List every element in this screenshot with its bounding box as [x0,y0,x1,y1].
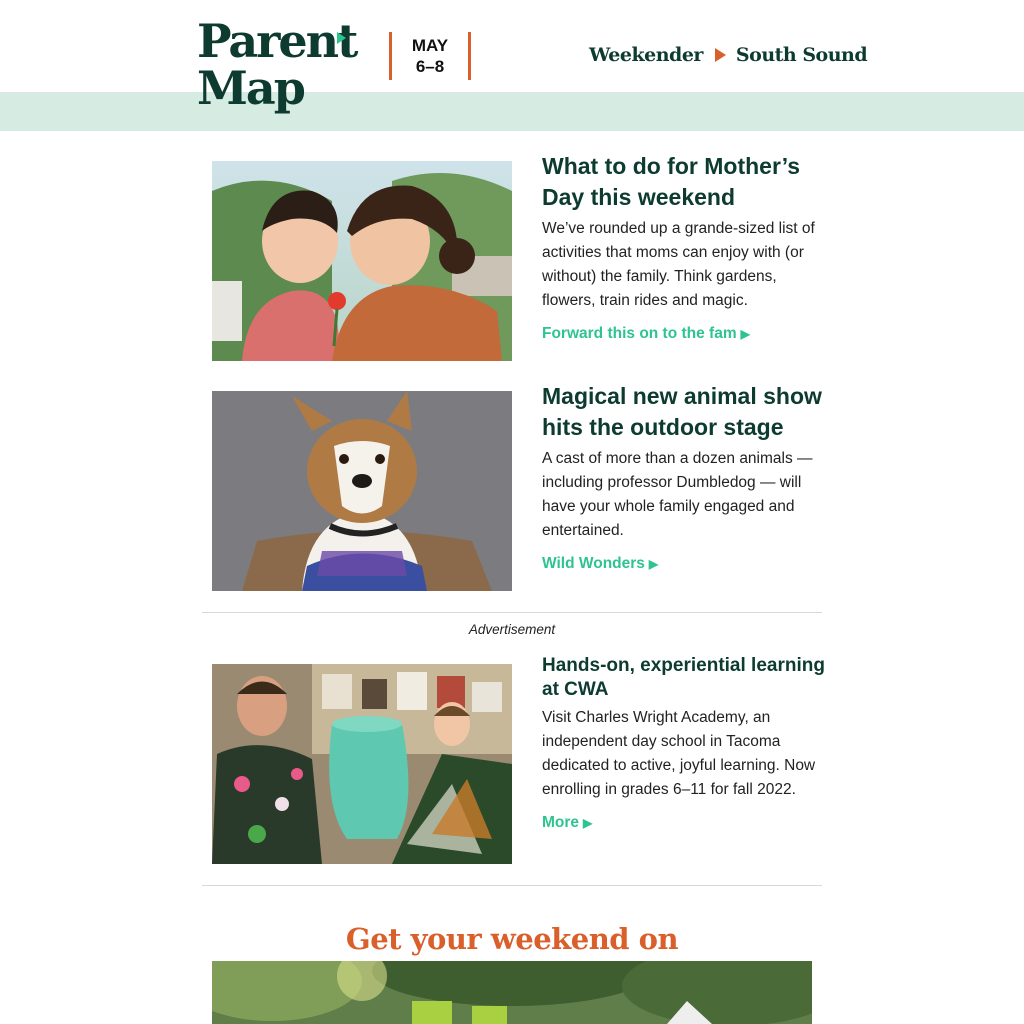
article-title[interactable]: What to do for Mother’s Day this weekend [542,153,801,210]
advertisement-cwa [212,655,825,864]
triangle-right-icon: ▶ [583,816,593,830]
header-band [0,92,1024,131]
parentmap-logo[interactable] [197,14,357,115]
link-label: Forward this on to the fam [542,325,737,342]
article-image-dog[interactable] [212,391,512,591]
ad-link-more[interactable] [542,814,592,832]
article-link-wild-wonders[interactable] [542,555,658,573]
date-month: MAY [411,36,449,55]
logo-arrow-icon [337,32,346,44]
logo-line-2: Map [197,61,304,115]
photo-outdoor-icon [212,961,812,1024]
article-text [542,381,827,573]
triangle-right-icon: ▶ [648,557,659,571]
edition-breadcrumb [589,44,867,66]
photo-dog-icon [212,391,512,591]
divider [202,885,822,886]
link-label: More [542,814,580,831]
date-days: 6–8 [415,57,445,76]
divider [202,612,822,613]
article-mothers-day [212,153,824,361]
section-hero-image[interactable] [212,961,812,1024]
article-link-forward[interactable] [542,325,750,343]
article-body: A cast of more than a dozen animals — including professor Dumbledog — will have your whole family engaged and entertained. [542,450,813,539]
ad-text [542,654,827,832]
link-label: Wild Wonders [542,555,645,572]
edition-primary: Weekender [589,44,703,66]
triangle-right-icon: ▶ [740,327,750,341]
article-title[interactable]: Magical new animal show hits the outdoor stage [542,383,822,440]
triangle-right-icon [715,48,726,62]
photo-classroom-icon [212,664,512,864]
logo-line-1: Parent [197,14,357,68]
ad-body: Visit Charles Wright Academy, an independent day school in Tacoma dedicated to active, joyful learning. Now enrolling in grades 6–11 for fall 2022. [542,709,816,798]
section-title: Get your weekend on [345,922,679,957]
article-animal-show [212,383,824,591]
article-image-mother-child[interactable] [212,161,512,361]
article-text [542,151,827,343]
email-header [0,0,1024,131]
photo-mother-child-icon [212,161,512,361]
date-range [389,32,471,80]
ad-title[interactable]: Hands-on, experiential learning at CWA [542,655,825,700]
article-body: We’ve rounded up a grande-sized list of activities that moms can enjoy with (or without) the family. Think gardens, flowers, train rides and magic. [542,220,815,309]
edition-secondary: South Sound [735,44,868,66]
ad-image-classroom[interactable] [212,664,512,864]
advertisement-label: Advertisement [468,622,556,637]
